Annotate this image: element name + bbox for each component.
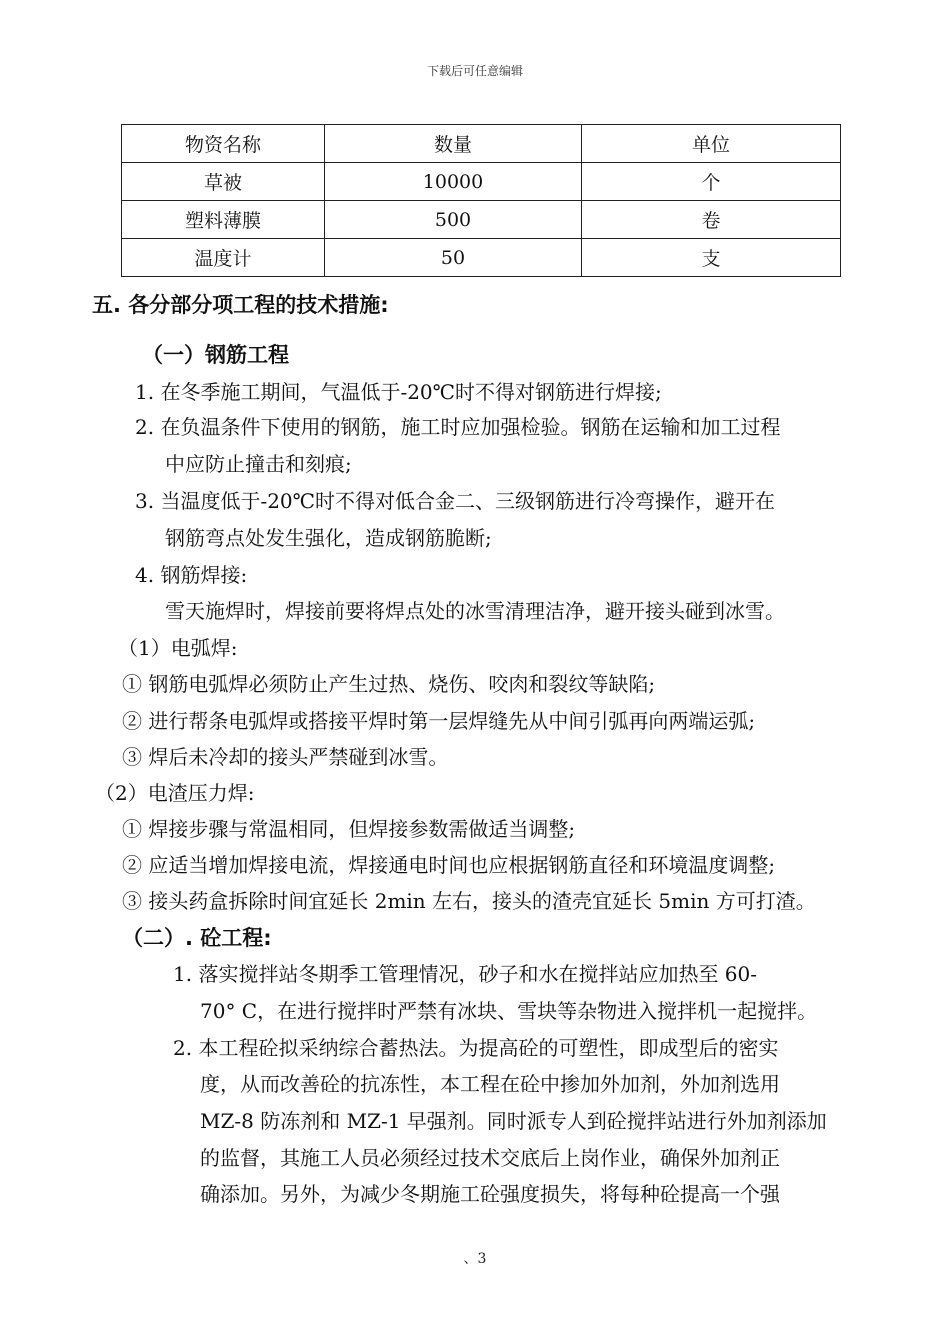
paragraph-line: 2. 本工程砼拟采纳综合蓄热法。为提高砼的可塑性，即成型后的密实 — [173, 1036, 779, 1060]
paragraph-line: 确添加。另外，为减少冬期施工砼强度损失，将每种砼提高一个强 — [200, 1182, 780, 1206]
paragraph-line: （2）电渣压力焊: — [95, 781, 255, 805]
paragraph-line: 的监督，其施工人员必须经过技术交底后上岗作业，确保外加剂正 — [200, 1146, 780, 1170]
table-cell: 500 — [325, 201, 582, 239]
paragraph-line: ① 焊接步骤与常温相同，但焊接参数需做适当调整; — [122, 817, 576, 841]
paragraph-line: 钢筋弯点处发生强化，造成钢筋脆断; — [165, 526, 492, 550]
paragraph-line: 1. 在冬季施工期间，气温低于-20℃时不得对钢筋进行焊接; — [135, 380, 662, 404]
table-row — [122, 163, 841, 201]
paragraph-line: MZ-8 防冻剂和 MZ-1 早强剂。同时派专人到砼搅拌站进行外加剂添加 — [200, 1109, 827, 1133]
table-cell: 卷 — [582, 201, 841, 239]
paragraph-line: 1. 落实搅拌站冬期季工管理情况，砂子和水在搅拌站应加热至 60- — [173, 962, 758, 986]
table-row — [122, 239, 841, 277]
section-title: 五. 各分部分项工程的技术措施: — [92, 293, 389, 317]
column-header: 数量 — [325, 125, 582, 163]
page-header-note: 下载后可任意编辑 — [426, 64, 523, 78]
paragraph-line: 度，从而改善砼的抗冻性，本工程在砼中掺加外加剂，外加剂选用 — [200, 1072, 780, 1096]
table-cell: 温度计 — [122, 239, 325, 277]
paragraph-line: 中应防止撞击和刻痕; — [165, 452, 352, 476]
paragraph-line: 雪天施焊时，焊接前要将焊点处的冰雪清理洁净，避开接头碰到冰雪。 — [165, 599, 785, 623]
subsection-title-concrete: （二）. 砼工程: — [122, 926, 272, 950]
column-header: 物资名称 — [122, 125, 325, 163]
table-cell: 支 — [582, 239, 841, 277]
paragraph-line: ② 进行帮条电弧焊或搭接平焊时第一层焊缝先从中间引弧再向两端运弧; — [122, 709, 756, 733]
paragraph-line: ① 钢筋电弧焊必须防止产生过热、烧伤、咬肉和裂纹等缺陷; — [122, 672, 656, 696]
column-header: 单位 — [582, 125, 841, 163]
paragraph-line: 70° C，在进行搅拌时严禁有冰块、雪块等杂物进入搅拌机一起搅拌。 — [200, 999, 818, 1023]
paragraph-line: 4. 钢筋焊接: — [135, 563, 248, 587]
materials-table — [121, 124, 841, 277]
table-row — [122, 201, 841, 239]
paragraph-line: 3. 当温度低于-20℃时不得对低合金二、三级钢筋进行冷弯操作，避开在 — [135, 489, 776, 513]
paragraph-line: ② 应适当增加焊接电流，焊接通电时间也应根据钢筋直径和环境温度调整; — [122, 853, 776, 877]
table-cell: 10000 — [325, 163, 582, 201]
table-header-row — [122, 125, 841, 163]
paragraph-line: 2. 在负温条件下使用的钢筋，施工时应加强检验。钢筋在运输和加工过程 — [135, 415, 781, 439]
table-cell: 个 — [582, 163, 841, 201]
paragraph-line: ③ 接头药盒拆除时间宜延长 2min 左右，接头的渣壳宜延长 5min 方可打渣。 — [122, 889, 816, 913]
table-cell: 塑料薄膜 — [122, 201, 325, 239]
table-cell: 50 — [325, 239, 582, 277]
page-number: 、3 — [463, 1251, 487, 1267]
table-cell: 草被 — [122, 163, 325, 201]
paragraph-line: （1）电弧焊: — [118, 636, 238, 660]
paragraph-line: ③ 焊后未冷却的接头严禁碰到冰雪。 — [122, 745, 449, 769]
subsection-title-rebar: （一）钢筋工程 — [142, 343, 289, 367]
